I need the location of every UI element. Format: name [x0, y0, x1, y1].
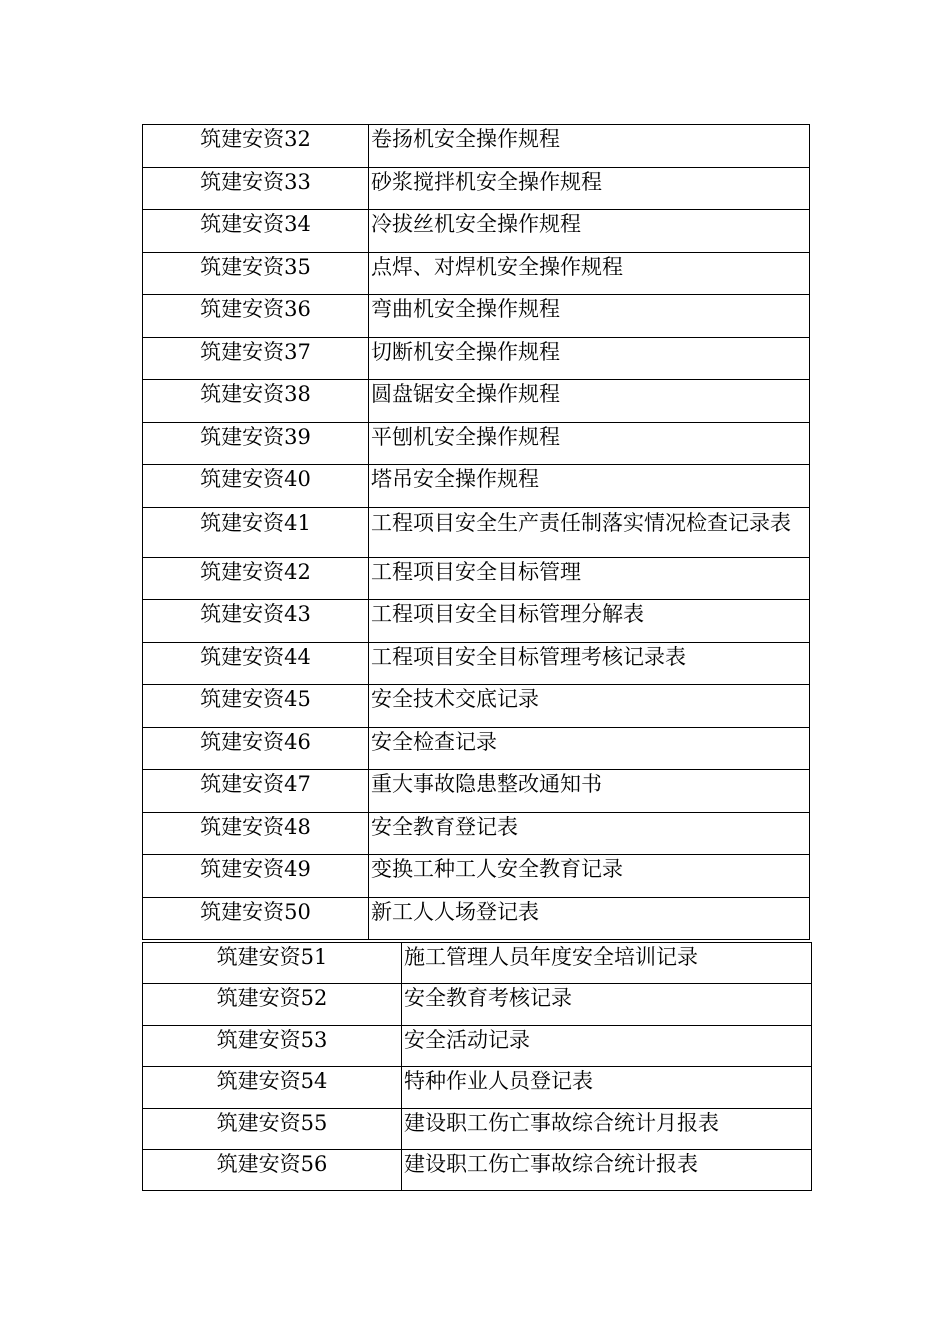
document-title: 工程项目安全目标管理分解表: [369, 600, 810, 643]
document-title: 重大事故隐患整改通知书: [369, 770, 810, 813]
document-code: 筑建安资44: [143, 642, 369, 685]
document-title: 安全技术交底记录: [369, 685, 810, 728]
table-row: [143, 897, 810, 940]
document-code: 筑建安资55: [143, 1108, 402, 1149]
document-title: 冷拔丝机安全操作规程: [369, 210, 810, 253]
document-index-table-lower: [142, 942, 812, 1191]
document-title: 工程项目安全目标管理考核记录表: [369, 642, 810, 685]
document-code: 筑建安资42: [143, 557, 369, 600]
document-title: 施工管理人员年度安全培训记录: [402, 943, 812, 984]
table-row: [143, 855, 810, 898]
document-title: 建设职工伤亡事故综合统计报表: [402, 1149, 812, 1190]
document-title: 卷扬机安全操作规程: [369, 125, 810, 168]
document-code: 筑建安资48: [143, 812, 369, 855]
table-row: [143, 295, 810, 338]
document-code: 筑建安资52: [143, 984, 402, 1025]
document-code: 筑建安资49: [143, 855, 369, 898]
table-row: [143, 600, 810, 643]
document-title: 工程项目安全生产责任制落实情况检查记录表: [369, 507, 810, 557]
table-row: [143, 642, 810, 685]
table-row: [143, 422, 810, 465]
document-index-table-upper: [142, 124, 810, 940]
document-code: 筑建安资37: [143, 337, 369, 380]
document-title: 安全教育登记表: [369, 812, 810, 855]
document-code: 筑建安资54: [143, 1067, 402, 1108]
table-row: [143, 167, 810, 210]
document-title: 平刨机安全操作规程: [369, 422, 810, 465]
table-row: [143, 380, 810, 423]
table-row: [143, 943, 812, 984]
table-row: [143, 1067, 812, 1108]
document-title: 点焊、对焊机安全操作规程: [369, 252, 810, 295]
document-title: 新工人人场登记表: [369, 897, 810, 940]
document-code: 筑建安资50: [143, 897, 369, 940]
document-title: 建设职工伤亡事故综合统计月报表: [402, 1108, 812, 1149]
table-row: [143, 337, 810, 380]
table-row: [143, 770, 810, 813]
table-row: [143, 557, 810, 600]
document-code: 筑建安资39: [143, 422, 369, 465]
document-code: 筑建安资36: [143, 295, 369, 338]
document-code: 筑建安资41: [143, 507, 369, 557]
document-code: 筑建安资45: [143, 685, 369, 728]
document-code: 筑建安资46: [143, 727, 369, 770]
table-row: [143, 727, 810, 770]
document-code: 筑建安资56: [143, 1149, 402, 1190]
document-code: 筑建安资51: [143, 943, 402, 984]
document-title: 工程项目安全目标管理: [369, 557, 810, 600]
document-code: 筑建安资47: [143, 770, 369, 813]
table-row: [143, 1108, 812, 1149]
document-code: 筑建安资32: [143, 125, 369, 168]
document-title: 变换工种工人安全教育记录: [369, 855, 810, 898]
table-row: [143, 465, 810, 508]
table-row: [143, 1025, 812, 1066]
document-title: 塔吊安全操作规程: [369, 465, 810, 508]
document-code: 筑建安资35: [143, 252, 369, 295]
document-title: 安全活动记录: [402, 1025, 812, 1066]
table-row: [143, 507, 810, 557]
document-title: 特种作业人员登记表: [402, 1067, 812, 1108]
table-row: [143, 685, 810, 728]
document-title: 切断机安全操作规程: [369, 337, 810, 380]
document-code: 筑建安资40: [143, 465, 369, 508]
table-row: [143, 125, 810, 168]
document-code: 筑建安资33: [143, 167, 369, 210]
document-title: 弯曲机安全操作规程: [369, 295, 810, 338]
document-code: 筑建安资53: [143, 1025, 402, 1066]
table-row: [143, 1149, 812, 1190]
document-code: 筑建安资38: [143, 380, 369, 423]
document-title: 安全检查记录: [369, 727, 810, 770]
document-code: 筑建安资34: [143, 210, 369, 253]
document-title: 圆盘锯安全操作规程: [369, 380, 810, 423]
document-title: 安全教育考核记录: [402, 984, 812, 1025]
document-code: 筑建安资43: [143, 600, 369, 643]
table-row: [143, 984, 812, 1025]
document-title: 砂浆搅拌机安全操作规程: [369, 167, 810, 210]
table-row: [143, 252, 810, 295]
table-row: [143, 812, 810, 855]
table-row: [143, 210, 810, 253]
